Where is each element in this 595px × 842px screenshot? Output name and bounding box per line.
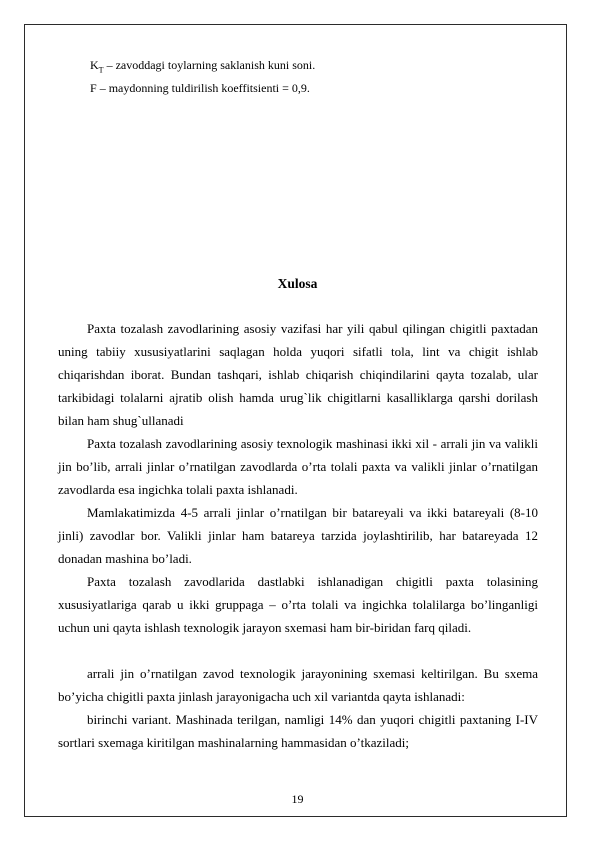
page-number: 19 — [291, 792, 304, 806]
definition-subscript: T — [98, 65, 104, 75]
paragraph: Mamlakatimizda 4-5 arrali jinlar o’rnatilgan bir batareyali va ikki batareyali (8-10 jinli) zavodlar bor. Valikli jinlar ham batareya tarzida joylashtirilib, har batareyada 12 donadan mashina bo’ladi. — [58, 505, 538, 566]
paragraph: arrali jin o’rnatilgan zavod texnologik jarayonining sxemasi keltirilgan. Bu sxema bo’yicha chigitli paxta jinlash jarayonigacha uch xil variantda qayta ishlanadi: — [58, 666, 538, 704]
definition-kt — [90, 57, 315, 78]
definition-symbol: K — [90, 58, 99, 72]
definition-text: – maydonning tuldirilish koeffitsienti = 0,9. — [96, 81, 310, 95]
paragraph: Paxta tozalash zavodlarida dastlabki ishlanadigan chigitli paxta tolasining xususiyatlariga qarab u ikki gruppaga – o’rta tolali va ingichka tolalilarga bo’linganligi uchun uni qayta ishlash texnologik jarayon sxemasi ham bir-biridan farq qiladi. — [58, 574, 538, 635]
paragraph: Paxta tozalash zavodlarining asosiy vazifasi har yili qabul qilingan chigitli paxtadan uning tabiiy xususiyatlarini saqlagan holda yuqori sifatli tola, lint va chigit ishlab chiqarishdan iborat. Bundan tashqari, ishlab chiqarish chiqindilarini qayta tozalab, ular tarkibidagi tolalarni ajratib olish hamda urug`lik chigitlarni kasalliklarga qarshi dorilash bilan ham shug`ullanadi — [58, 321, 538, 428]
definition-f — [90, 80, 310, 96]
section-heading: Xulosa — [277, 276, 318, 291]
definition-text: – zavoddagi toylarning saklanish kuni soni. — [103, 58, 316, 72]
definition-symbol: F — [90, 81, 97, 95]
paragraph: Paxta tozalash zavodlarining asosiy texnologik mashinasi ikki xil - arrali jin va valikli jin bo’lib, arrali jinlar o’rnatilgan zavodlarda o’rta tolali paxta va valikli jinlar o’rnatilgan zavodlarda esa ingichka tolali paxta ishlanadi. — [58, 436, 538, 497]
paragraph: birinchi variant. Mashinada terilgan, namligi 14% dan yuqori chigitli paxtaning I-IV sortlari sxemaga kiritilgan mashinalarning hammasidan o’tkaziladi; — [58, 712, 538, 750]
